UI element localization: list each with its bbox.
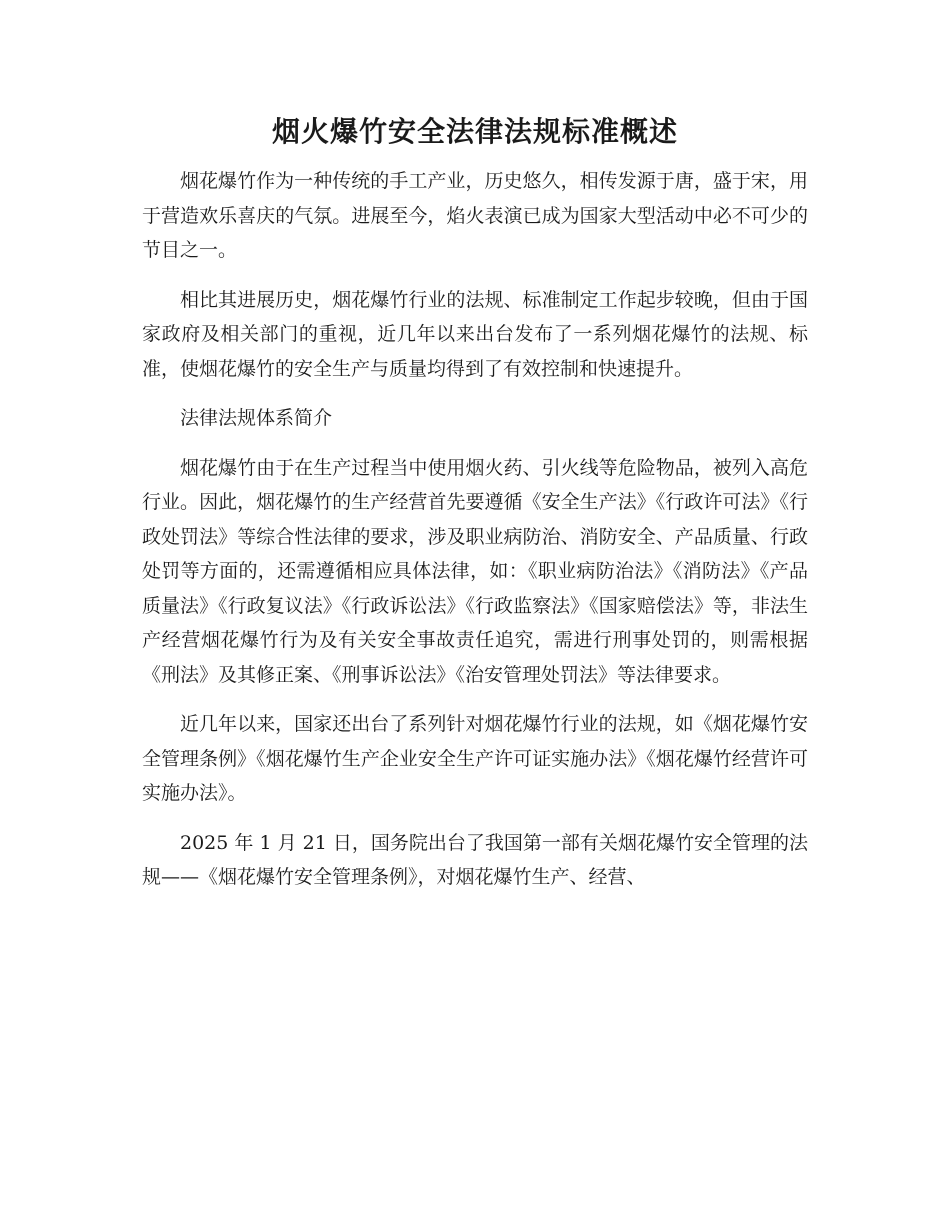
- paragraph-intro: 烟花爆竹作为一种传统的手工产业，历史悠久，相传发源于唐，盛于宋，用于营造欢乐喜庆的气氛。进展至今，焰火表演已成为国家大型活动中必不可少的节目之一。: [142, 170, 808, 261]
- paragraph-history: 相比其进展历史，烟花爆竹行业的法规、标准制定工作起步较晚，但由于国家政府及相关部门的重视，近几年以来出台发布了一系列烟花爆竹的法规、标准，使烟花爆竹的安全生产与质量均得到了有效控制和快速提升。: [142, 288, 808, 380]
- paragraph-regulations: 近几年以来，国家还出台了系列针对烟花爆竹行业的法规，如《烟花爆竹安全管理条例》《烟花爆竹生产企业安全生产许可证实施办法》《烟花爆竹经营许可实施办法》。: [142, 713, 808, 804]
- document-page: [142, 112, 808, 910]
- paragraph-laws: 烟花爆竹由于在生产过程当中使用烟火药、引火线等危险物品，被列入高危行业。因此，烟花爆竹的生产经营首先要遵循《安全生产法》《行政许可法》《行政处罚法》等综合性法律的要求，涉及职业病防治、消防安全、产品质量、行政处罚等方面的，还需遵循相应具体法律，如：《职业病防治法》《消防法》《产品质量法》《行政复议法》《行政诉讼法》《行政监察法》《国家赔偿法》等，非法生产经营烟花爆竹行为及有关安全事故责任追究，需进行刑事处罚的，则需根据《刑法》及其修正案、《刑事诉讼法》《治安管理处罚法》等法律要求。: [142, 456, 808, 686]
- section-heading-legal-system: 法律法规体系简介: [180, 407, 333, 429]
- document-title: 烟火爆竹安全法律法规标准概述: [271, 115, 678, 148]
- paragraph-2025-regulation: 2025 年 1 月 21 日，国务院出台了我国第一部有关烟花爆竹安全管理的法规——《烟花爆竹安全管理条例》，对烟花爆竹生产、经营、: [142, 831, 808, 888]
